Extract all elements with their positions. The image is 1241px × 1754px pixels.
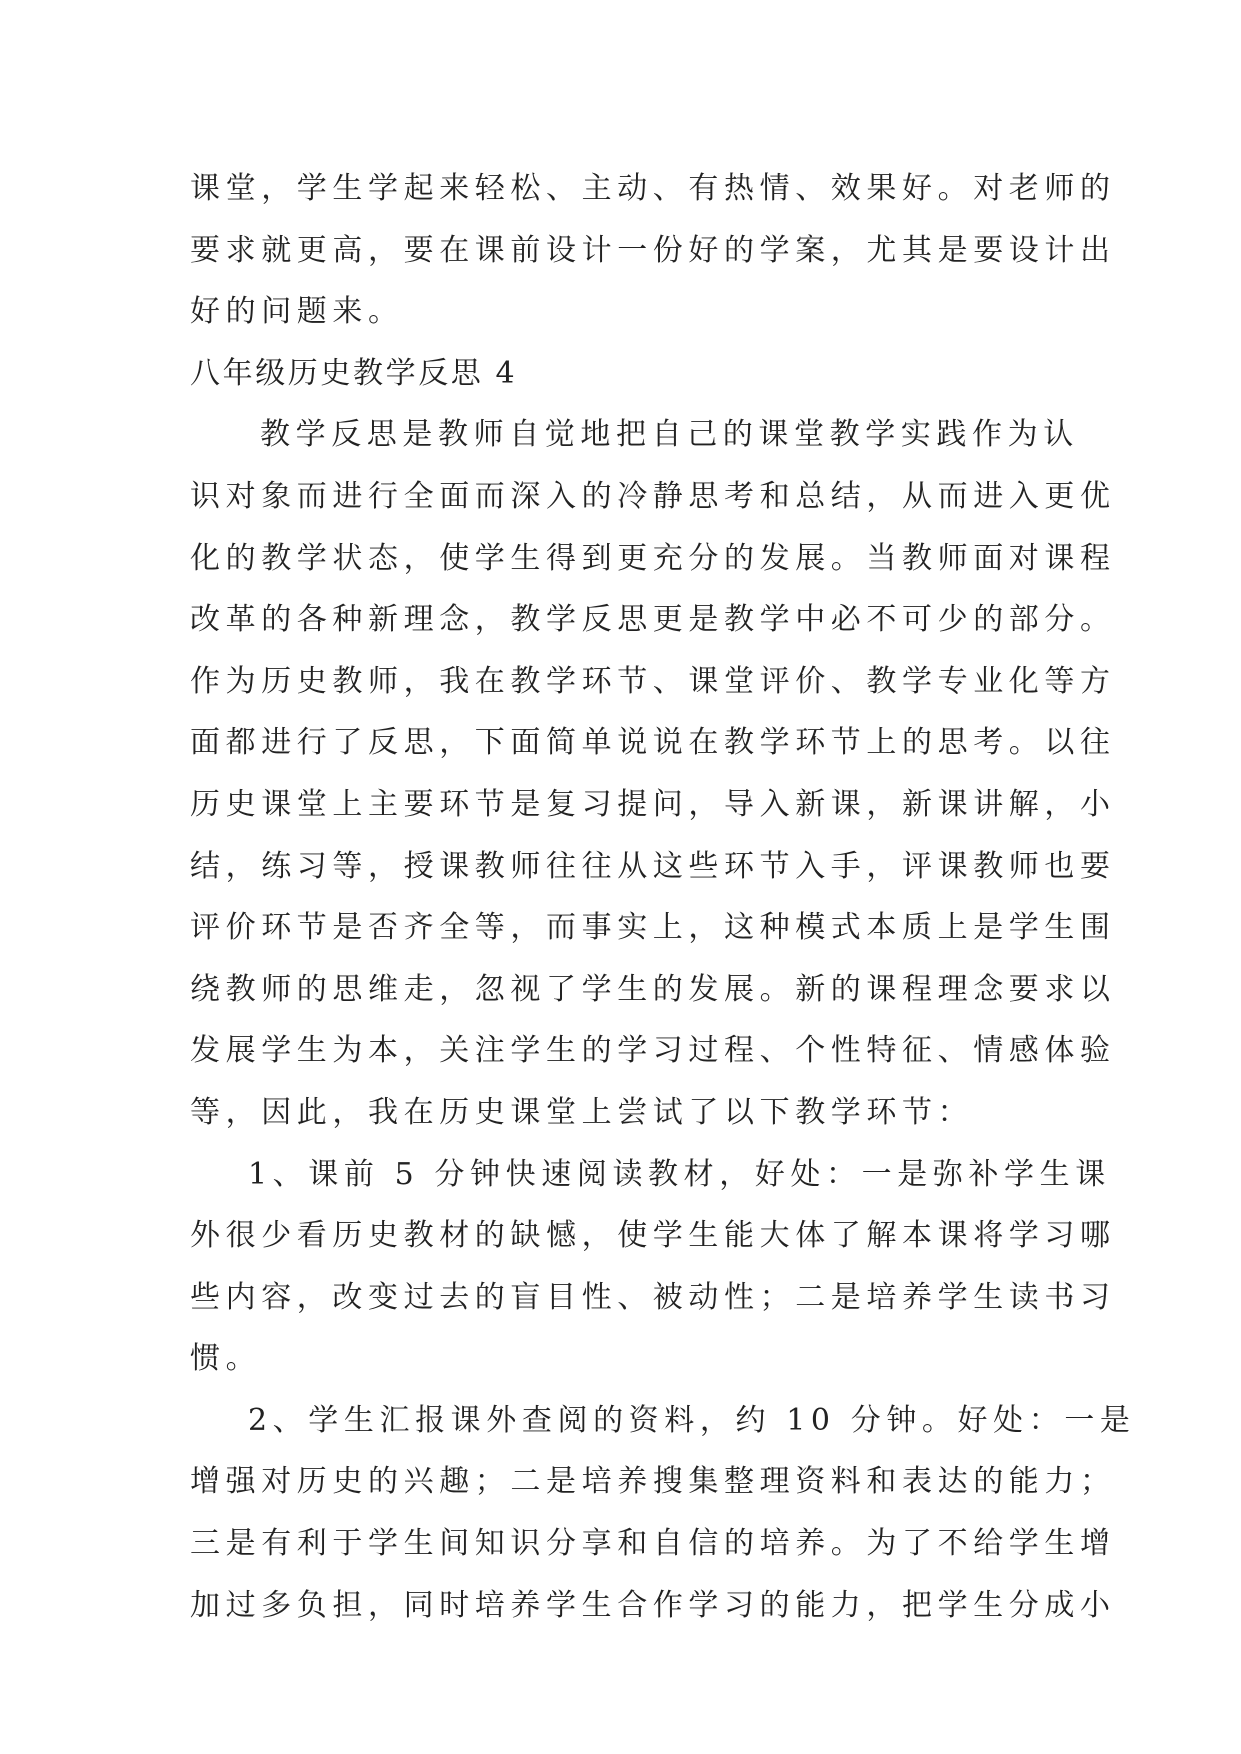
body-text	[190, 158, 1136, 1636]
text-line: 历史课堂上主要环节是复习提问，导入新课，新课讲解，小	[190, 786, 1116, 822]
text-line: 作为历史教师，我在教学环节、课堂评价、教学专业化等方	[190, 663, 1116, 699]
text-line: 惯。	[190, 1341, 262, 1377]
text-line: 课堂，学生学起来轻松、主动、有热情、效果好。对老师的	[190, 171, 1116, 206]
paragraph-first-line: 教学反思是教师自觉地把自己的课堂教学实践作为认	[260, 417, 1079, 453]
text-line: 面都进行了反思，下面简单说说在教学环节上的思考。以往	[190, 725, 1116, 761]
text-line: 加过多负担，同时培养学生合作学习的能力，把学生分成小	[190, 1587, 1116, 1623]
list-item-2-first-line: 2、学生汇报课外查阅的资料，约 10 分钟。好处：一是	[248, 1402, 1136, 1438]
text-line: 结，练习等，授课教师往往从这些环节入手，评课教师也要	[190, 848, 1116, 884]
text-line: 化的教学状态，使学生得到更充分的发展。当教师面对课程	[190, 540, 1116, 576]
text-line: 发展学生为本，关注学生的学习过程、个性特征、情感体验	[190, 1033, 1116, 1069]
text-line: 外很少看历史教材的缺憾，使学生能大体了解本课将学习哪	[190, 1218, 1116, 1254]
text-line: 些内容，改变过去的盲目性、被动性；二是培养学生读书习	[190, 1279, 1116, 1315]
text-line: 等，因此，我在历史课堂上尝试了以下教学环节：	[190, 1094, 974, 1130]
text-line: 好的问题来。	[190, 294, 404, 330]
text-line: 评价环节是否齐全等，而事实上，这种模式本质上是学生围	[190, 910, 1116, 946]
text-line: 要求就更高，要在课前设计一份好的学案，尤其是要设计出	[190, 232, 1116, 268]
text-line: 增强对历史的兴趣；二是培养搜集整理资料和表达的能力；	[190, 1464, 1116, 1500]
text-line: 识对象而进行全面而深入的冷静思考和总结，从而进入更优	[190, 478, 1116, 514]
section-heading: 八年级历史教学反思 4	[190, 355, 518, 391]
text-line: 绕教师的思维走，忽视了学生的发展。新的课程理念要求以	[190, 971, 1116, 1007]
text-line: 三是有利于学生间知识分享和自信的培养。为了不给学生增	[190, 1526, 1116, 1562]
list-item-1-first-line: 1、课前 5 分钟快速阅读教材，好处：一是弥补学生课	[248, 1156, 1111, 1192]
text-line: 改革的各种新理念，教学反思更是教学中必不可少的部分。	[190, 602, 1116, 638]
